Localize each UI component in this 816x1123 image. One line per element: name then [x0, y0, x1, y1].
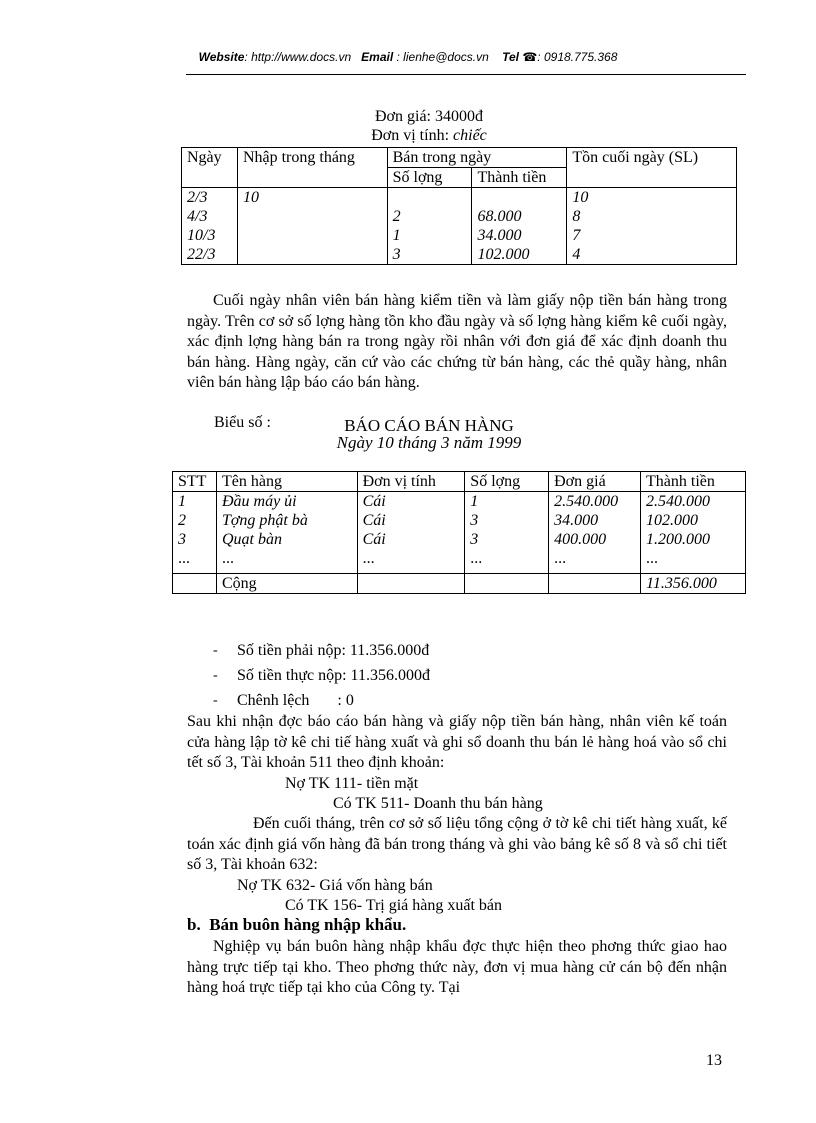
cell-stt: 1 [173, 492, 217, 512]
bullet-amount-paid: Số tiền thực nộp: 11.356.000đ [237, 667, 430, 684]
cell-qty: 3 [387, 245, 472, 265]
report-date: Ngày 10 tháng 3 năm 1999 [336, 433, 522, 452]
website-text: : http://www.docs.vn [244, 50, 352, 64]
cell-import [237, 245, 387, 265]
entry1-debit: Nợ TK 111- tiền mặt [285, 775, 419, 792]
tel-text: : 0918.775.368 [537, 50, 618, 64]
cell-price: 2.540.000 [549, 492, 641, 512]
col-header-stt: STT [173, 472, 217, 492]
col-header-qty: Số lợng [387, 168, 472, 188]
cell-unit: Cái [357, 530, 465, 549]
website-label: Website [198, 50, 245, 64]
cell-stock: 10 [567, 188, 737, 208]
cell-amount: ... [641, 549, 746, 574]
cell-unit: ... [357, 549, 465, 574]
col-header-sold: Bán trong ngày [387, 148, 567, 168]
cell-stock: 7 [567, 226, 737, 245]
page-header [0, 50, 816, 64]
cell-qty: 2 [387, 207, 472, 226]
cell-name: Quạt bàn [216, 530, 357, 549]
table-row [182, 245, 737, 265]
cell-price: ... [549, 549, 641, 574]
tel-label: Tel [502, 50, 519, 64]
paragraph-3: Đến cuối tháng, trên cơ sở số liệu tổng cộng ở tờ kê chi tiết hàng xuất, kế toán xác định giá vốn hàng đã bán trong tháng và ghi vào bảng kê số 8 và sổ chi tiết số 3, Tài khoản 632: [187, 815, 727, 873]
bullet-dash: - [213, 693, 218, 708]
cell-name: Đầu máy ủi [216, 492, 357, 512]
col-header-stock: Tồn cuối ngày (SL) [567, 148, 737, 188]
unit-value: chiếc [453, 127, 487, 144]
cell-unit: Cái [357, 492, 465, 512]
table-row [173, 511, 746, 530]
unit-price-line [300, 108, 558, 126]
cell-stock: 8 [567, 207, 737, 226]
cell-import [237, 207, 387, 226]
cell-unit: Cái [357, 511, 465, 530]
table-row [173, 492, 746, 512]
email-label: Email [361, 50, 394, 64]
cell-price: 400.000 [549, 530, 641, 549]
paragraph-4: Nghiệp vụ bán buôn hàng nhập khẩu đợc thực hiện theo phơng thức giao hao hàng trực tiếp tại kho. Theo phơng thức này, đơn vị mua hàng cử cán bộ đến nhận hàng hoá trực tiếp tại kho của Công ty. Tại [187, 938, 727, 996]
bullet-difference: Chênh lệch : 0 [237, 692, 354, 709]
cell-day: 4/3 [182, 207, 238, 226]
cell-amount: 102.000 [472, 245, 567, 265]
cell-qty [387, 188, 472, 208]
cell-day: 22/3 [182, 245, 238, 265]
cell-empty [465, 574, 549, 594]
stock-table [181, 147, 737, 265]
entry1-credit: Có TK 511- Doanh thu bán hàng [333, 795, 543, 812]
cell-name: Tợng phật bà [216, 511, 357, 530]
bieu-so: Biểu số : [214, 414, 271, 431]
table-row [182, 226, 737, 245]
section-b-heading: b. Bán buôn hàng nhập khẩu. [187, 915, 407, 934]
col-header-unit: Đơn vị tính [357, 472, 465, 492]
cell-qty: 3 [465, 530, 549, 549]
col-header-price: Đơn giá [549, 472, 641, 492]
cell-amount [472, 188, 567, 208]
col-header-name: Tên hàng [216, 472, 357, 492]
total-row [173, 574, 746, 594]
cell-import [237, 226, 387, 245]
col-header-amount: Thành tiền [472, 168, 567, 188]
cell-empty [549, 574, 641, 594]
email-text: : lienhe@docs.vn [396, 50, 489, 64]
col-header-amount: Thành tiền [641, 472, 746, 492]
paragraph-1: Cuối ngày nhân viên bán hàng kiểm tiền và làm giấy nộp tiền bán hàng trong ngày. Trên cơ sở số lợng hàng tồn kho đầu ngày và số lợng hàng kiểm kê cuối ngày, xác định lợng hàng bán ra trong ngày rồi nhân với đơn giá để xác định doanh thu bán hàng. Hàng ngày, căn cứ vào các chứng từ bán hàng, các thẻ quầy hàng, nhân viên bán hàng lập báo cáo bán hàng. [187, 292, 727, 391]
entry2-credit: Có TK 156- Trị giá hàng xuất bán [285, 897, 503, 914]
cell-qty: ... [465, 549, 549, 574]
unit-line [300, 127, 558, 145]
page-number: 13 [706, 1052, 722, 1069]
cell-amount: 34.000 [472, 226, 567, 245]
cell-day: 10/3 [182, 226, 238, 245]
phone-icon: ☎ [522, 50, 538, 64]
cell-empty [357, 574, 465, 594]
paragraph-2: Sau khi nhận đợc báo cáo bán hàng và giấy nộp tiền bán hàng, nhân viên kế toán cửa hàng lập tờ kê chi tiế hàng xuất và ghi sổ doanh thu bán lẻ hàng hoá vào sổ chi tết số 3, Tài khoản 511 theo định khoản: [187, 713, 727, 771]
cell-amount: 68.000 [472, 207, 567, 226]
header-rule [186, 74, 746, 75]
table-row [182, 207, 737, 226]
col-header-day: Ngày [182, 148, 238, 188]
entry2-debit: Nợ TK 632- Giá vốn hàng bán [237, 877, 433, 894]
cell-empty [173, 574, 217, 594]
bullet-dash: - [213, 643, 218, 658]
col-header-qty: Số lợng [465, 472, 549, 492]
cell-import: 10 [237, 188, 387, 208]
table-row [173, 530, 746, 549]
col-header-import: Nhập trong tháng [237, 148, 387, 188]
cell-day: 2/3 [182, 188, 238, 208]
sales-report-table [172, 471, 746, 594]
report-title: BÁO CÁO BÁN HÀNG [344, 416, 514, 435]
cell-amount: 102.000 [641, 511, 746, 530]
cell-price: 34.000 [549, 511, 641, 530]
cell-amount: 1.200.000 [641, 530, 746, 549]
unit-label: Đơn vị tính: [371, 127, 450, 144]
total-value: 11.356.000 [641, 574, 746, 594]
cell-stock: 4 [567, 245, 737, 265]
cell-amount: 2.540.000 [641, 492, 746, 512]
cell-qty: 1 [465, 492, 549, 512]
cell-stt: 3 [173, 530, 217, 549]
unit-price: Đơn giá: 34000đ [374, 108, 483, 125]
bullet-dash: - [213, 668, 218, 683]
cell-qty: 1 [387, 226, 472, 245]
table-row [173, 549, 746, 574]
cell-stt: 2 [173, 511, 217, 530]
total-label: Cộng [216, 574, 357, 594]
cell-stt: ... [173, 549, 217, 574]
cell-qty: 3 [465, 511, 549, 530]
cell-name: ... [216, 549, 357, 574]
bullet-amount-due: Số tiền phải nộp: 11.356.000đ [237, 642, 430, 659]
table-row [182, 188, 737, 208]
